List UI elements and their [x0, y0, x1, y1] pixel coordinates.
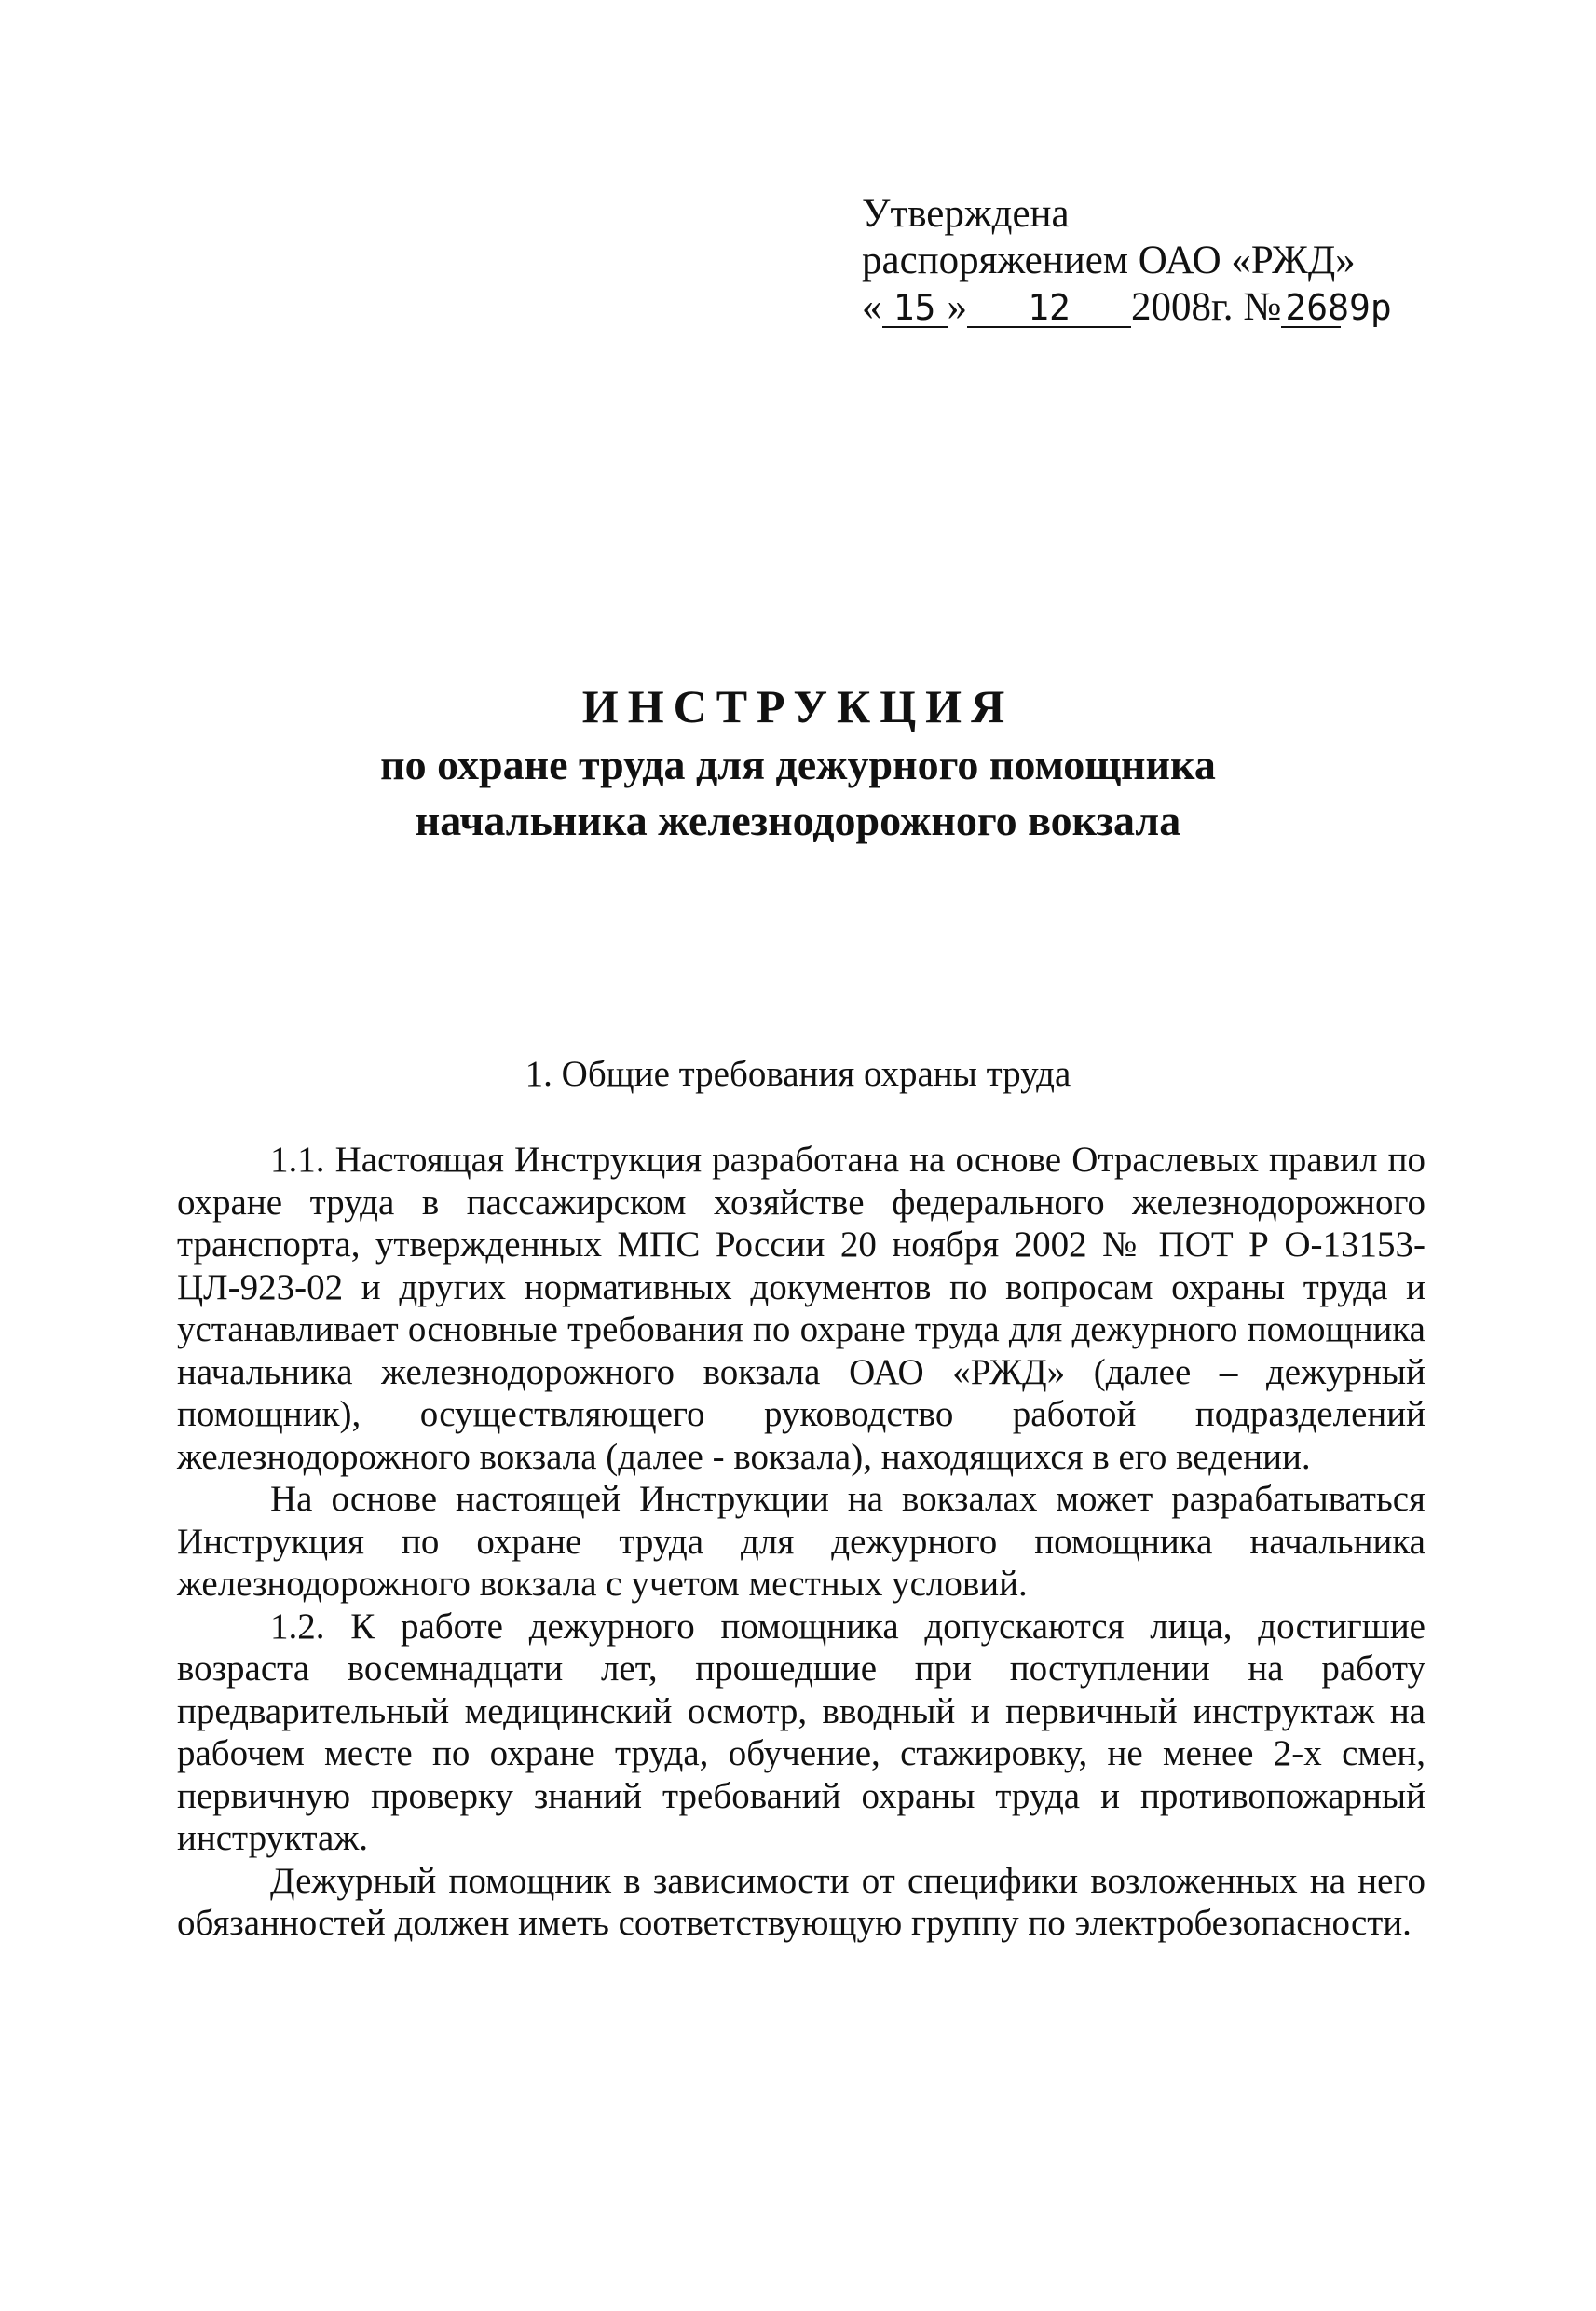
date-year: 2008г. — [1131, 285, 1234, 329]
date-close-quote: » — [947, 285, 967, 329]
body-text — [177, 1139, 1425, 1945]
number-sign: № — [1243, 285, 1282, 329]
approval-line-order: распоряжением ОАО «РЖД» — [862, 239, 1356, 282]
section-heading: 1. Общие требования охраны труда — [525, 1054, 1071, 1094]
approval-line-date — [862, 284, 1392, 331]
paragraph-1-1: 1.1. Настоящая Инструкция разработана на основе Отраслевых правил по охране труда в пассажирском хозяйстве федерального железнодорожного транспорта, утвержденных МПС России 20 ноября 2002 № ПОТ Р О-13153-ЦЛ-923-02 и других нормативных документов по вопросам охраны труда и устанавливает основные требования по охране труда для дежурного помощника начальника железнодорожного вокзала ОАО «РЖД» (далее – дежурный помощник), осуществляющего руководство работой подразделений железнодорожного вокзала (далее - вокзала), находящихся в его ведении. — [177, 1140, 1425, 1477]
title-subtitle-line2: начальника железнодорожного вокзала — [415, 797, 1181, 844]
paragraph-1-2-electrical: Дежурный помощник в зависимости от специфики возложенных на него обязанностей должен иметь соответствующую группу по электробезопасности. — [177, 1860, 1425, 1943]
approval-line-approved: Утверждена — [862, 192, 1070, 236]
paragraph-1-2: 1.2. К работе дежурного помощника допускаются лица, достигшие возраста восемнадцати лет, прошедшие при поступлении на работу предварительный медицинский осмотр, вводный и первичный инструктаж на рабочем месте по охране труда, обучение, стажировку, не менее 2-х смен, первичную проверку знаний требований охраны труда и противопожарный инструктаж. — [177, 1606, 1425, 1858]
date-day-field: 15 — [882, 289, 948, 328]
approval-block — [862, 191, 1392, 331]
date-open-quote: « — [862, 285, 882, 329]
date-month-field: 12 — [967, 289, 1131, 328]
title-subtitle-line1: по охране труда для дежурного помощника — [380, 741, 1216, 788]
document-title — [0, 676, 1596, 849]
paragraph-1-1-local: На основе настоящей Инструкции на вокзалах может разрабатываться Инструкция по охране труда для дежурного помощника начальника железнодорожного вокзала с учетом местных условий. — [177, 1479, 1425, 1604]
title-main: ИНСТРУКЦИЯ — [581, 680, 1015, 732]
order-number-field: 2689р — [1281, 289, 1341, 328]
